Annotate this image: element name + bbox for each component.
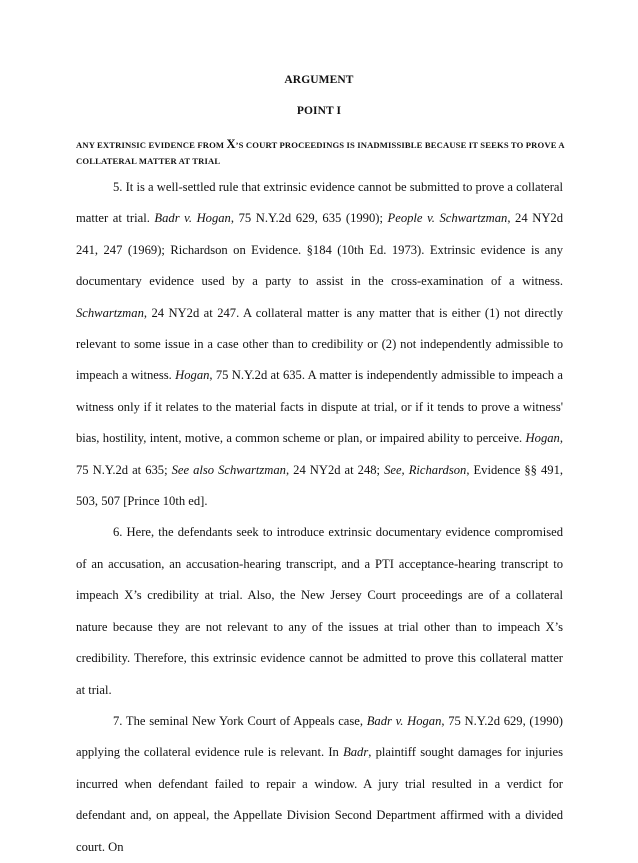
paragraph-text: , 75 N.Y.2d at 635; bbox=[76, 431, 563, 477]
case-citation: Badr v. Hogan bbox=[366, 713, 442, 728]
case-citation: Hogan bbox=[525, 431, 560, 446]
paragraph-text: , 24 NY2d at 248; bbox=[285, 462, 385, 477]
case-citation: People v. Schwartzman bbox=[387, 211, 508, 226]
paragraph-text: , 75 N.Y.2d 629, 635 (1990); bbox=[230, 211, 388, 226]
paragraph-5 bbox=[76, 172, 563, 517]
paragraph-text: , plaintiff sought damages for injuries incurred when defendant failed to repair a window. A jury trial resulted in a verdict for defendant and, on appeal, the Appellate Division Second Department affirmed with a divided court. On bbox=[76, 745, 563, 854]
paragraph-text: 5. It is a well-settled rule that extrinsic evidence cannot be submitted to prove a collateral matter at trial. bbox=[76, 180, 563, 226]
point-heading: POINT I bbox=[296, 105, 342, 117]
case-citation: Hogan bbox=[175, 368, 210, 383]
argument-heading: ARGUMENT bbox=[284, 74, 354, 86]
paragraph-text: , 24 NY2d 241, 247 (1969); Richardson on Evidence. §184 (10th Ed. 1973). Extrinsic evidence is any documentary evidence used by a party to assist in the cross-examination of a witness. bbox=[76, 211, 564, 289]
paragraph-text: 7. The seminal New York Court of Appeals case, bbox=[113, 713, 367, 728]
caption-x: X bbox=[226, 137, 236, 151]
case-citation: See, Richardson bbox=[384, 462, 467, 477]
paragraph-7 bbox=[76, 706, 563, 863]
paragraph-text: , 24 NY2d at 247. A collateral matter is any matter that is either (1) not directly relevant to some issue in a case other than to credibility or (2) not independently admissible to impeach a witness. bbox=[76, 305, 563, 383]
paragraph-text: 6. Here, the defendants seek to introduce extrinsic documentary evidence compromised of an accusation, an accusation-hearing transcript, and a PTI acceptance-hearing transcript to impeach X’s credibility at trial. Also, the New Jersey Court proceedings are of a collateral nature because they are not relevant to any of the issues at trial other than to impeach X’s credibility. Therefore, this extrinsic evidence cannot be admitted to prove this collateral matter at trial. bbox=[76, 525, 563, 697]
body-text bbox=[76, 172, 563, 863]
caption-part-1: ANY EXTRINSIC EVIDENCE FROM bbox=[76, 140, 227, 150]
paragraph-text: , 75 N.Y.2d 629, (1990) applying the collateral evidence rule is relevant. In bbox=[76, 713, 563, 760]
caption-part-2: ’S COURT PROCEEDINGS IS INADMISSIBLE BECAUSE IT SEEKS TO PROVE A COLLATERAL MATTER AT TRIAL bbox=[76, 140, 565, 166]
case-citation: Schwartzman bbox=[76, 305, 144, 320]
case-citation: See also Schwartzman bbox=[171, 462, 286, 477]
paragraph-6 bbox=[76, 517, 563, 705]
case-citation: Badr bbox=[343, 745, 369, 760]
case-citation: Badr v. Hogan bbox=[154, 211, 231, 226]
paragraph-text: , Evidence §§ 491, 503, 507 [Prince 10th ed]. bbox=[76, 462, 564, 509]
point-caption bbox=[76, 136, 576, 169]
paragraph-text: , 75 N.Y.2d at 635. A matter is independently admissible to impeach a witness only if it relates to the material facts in dispute at trial, or if it tends to prove a witness' bias, hostility, intent, motive, a common scheme or plan, or impaired ability to perceive. bbox=[76, 368, 564, 446]
